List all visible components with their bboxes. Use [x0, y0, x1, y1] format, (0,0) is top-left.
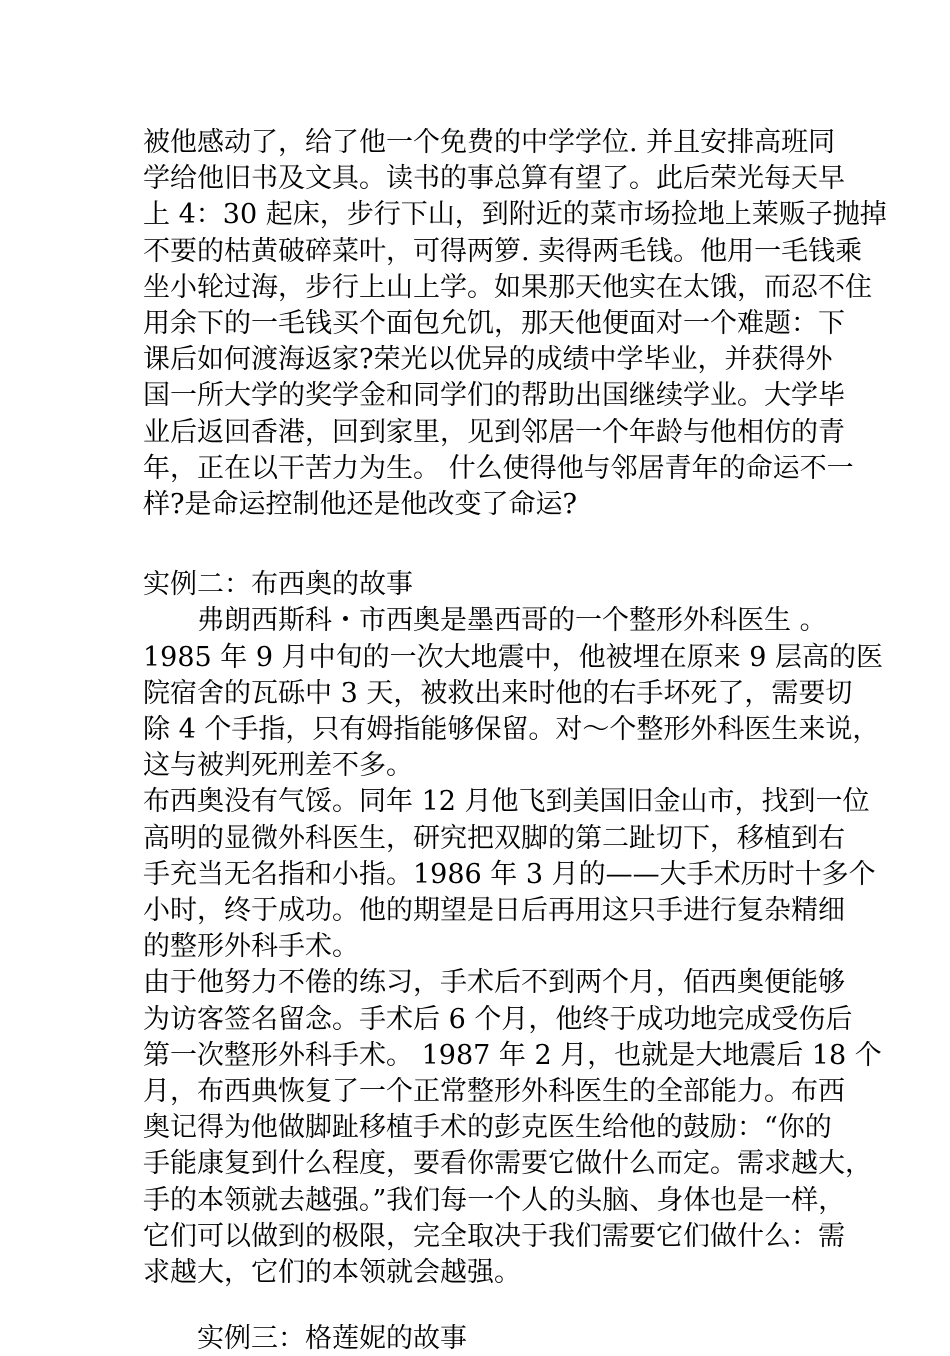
text-line: 小时，终于成功。他的期望是日后再用这只手进行复杂精细	[143, 895, 845, 926]
text-line: 手充当无名指和小指。1986 年 3 月的——大手术历时十多个	[143, 859, 876, 890]
text-line: 课后如何渡海返家?荣光以优异的成绩中学毕业，并获得外	[143, 344, 833, 375]
text-line: 被他感动了，给了他一个免费的中学学位. 并且安排高班同	[143, 127, 836, 158]
text-line: 年，正在以干苦力为生。 什么使得他与邻居青年的命运不一	[143, 453, 854, 484]
text-line: 这与被判死刑差不多。	[143, 750, 413, 781]
text-line: 布西奥没有气馁。同年 12 月他飞到美国旧金山市，找到一位	[143, 786, 870, 817]
text-line: 月，布西典恢复了一个正常整形外科医生的全部能力。布西	[143, 1076, 845, 1107]
text-line: 弗朗西斯科・市西奥是墨西哥的一个整形外科医生 。	[197, 605, 827, 636]
text-line: 第一次整形外科手术。 1987 年 2 月，也就是大地震后 18 个	[143, 1040, 882, 1071]
text-line: 除 4 个手指，只有姆指能够保留。对～个整形外科医生来说，	[143, 714, 880, 745]
section-heading: 实例二：布西奥的故事	[143, 569, 413, 600]
text-line: 高明的显微外科医生，研究把双脚的第二趾切下，移植到右	[143, 823, 845, 854]
text-line: 求越大，它们的本领就会越强。	[143, 1257, 521, 1288]
text-line: 它们可以做到的极限，完全取决于我们需要它们做什么：需	[143, 1221, 845, 1252]
text-line: 1985 年 9 月中旬的一次大地震中，他被埋在原来 9 层高的医	[143, 642, 883, 673]
text-line: 由于他努力不倦的练习，手术后不到两个月，佰西奥便能够	[143, 967, 845, 998]
text-line: 上 4：30 起床，步行下山，到附近的菜市场捡地上莱贩子抛掉	[143, 199, 887, 230]
text-line: 样?是命运控制他还是他改变了命运?	[143, 489, 577, 520]
text-line: 手的本领就去越强。”我们每一个人的头脑、身体也是一样，	[143, 1185, 846, 1216]
text-line: 手能康复到什么程度，要看你需要它做什么而定。需求越大，	[143, 1148, 872, 1179]
text-line: 为访客签名留念。手术后 6 个月，他终于成功地完成受伤后	[143, 1004, 853, 1035]
section-heading: 实例三：格莲妮的故事	[197, 1323, 467, 1354]
text-line: 用余下的一毛钱买个面包允饥，那天他便面对一个难题：下	[143, 308, 845, 339]
text-line: 坐小轮过海，步行上山上学。如果那天他实在太饿，而忍不住	[143, 272, 872, 303]
text-line: 业后返回香港，回到家里，见到邻居一个年龄与他相仿的青	[143, 417, 845, 448]
text-line: 的整形外科手术。	[143, 931, 359, 962]
text-line: 学给他旧书及文具。读书的事总算有望了。此后荣光每天早	[143, 163, 845, 194]
text-line: 奥记得为他做脚趾移植手术的彭克医生给他的鼓励：“你的	[143, 1112, 832, 1143]
text-line: 不要的枯黄破碎菜叶，可得两箩. 卖得两毛钱。他用一毛钱乘	[143, 236, 863, 267]
text-line: 国一所大学的奖学金和同学们的帮助出国继续学业。大学毕	[143, 380, 845, 411]
text-line: 院宿舍的瓦砾中 3 天，被救出来时他的右手坏死了，需要切	[143, 678, 853, 709]
